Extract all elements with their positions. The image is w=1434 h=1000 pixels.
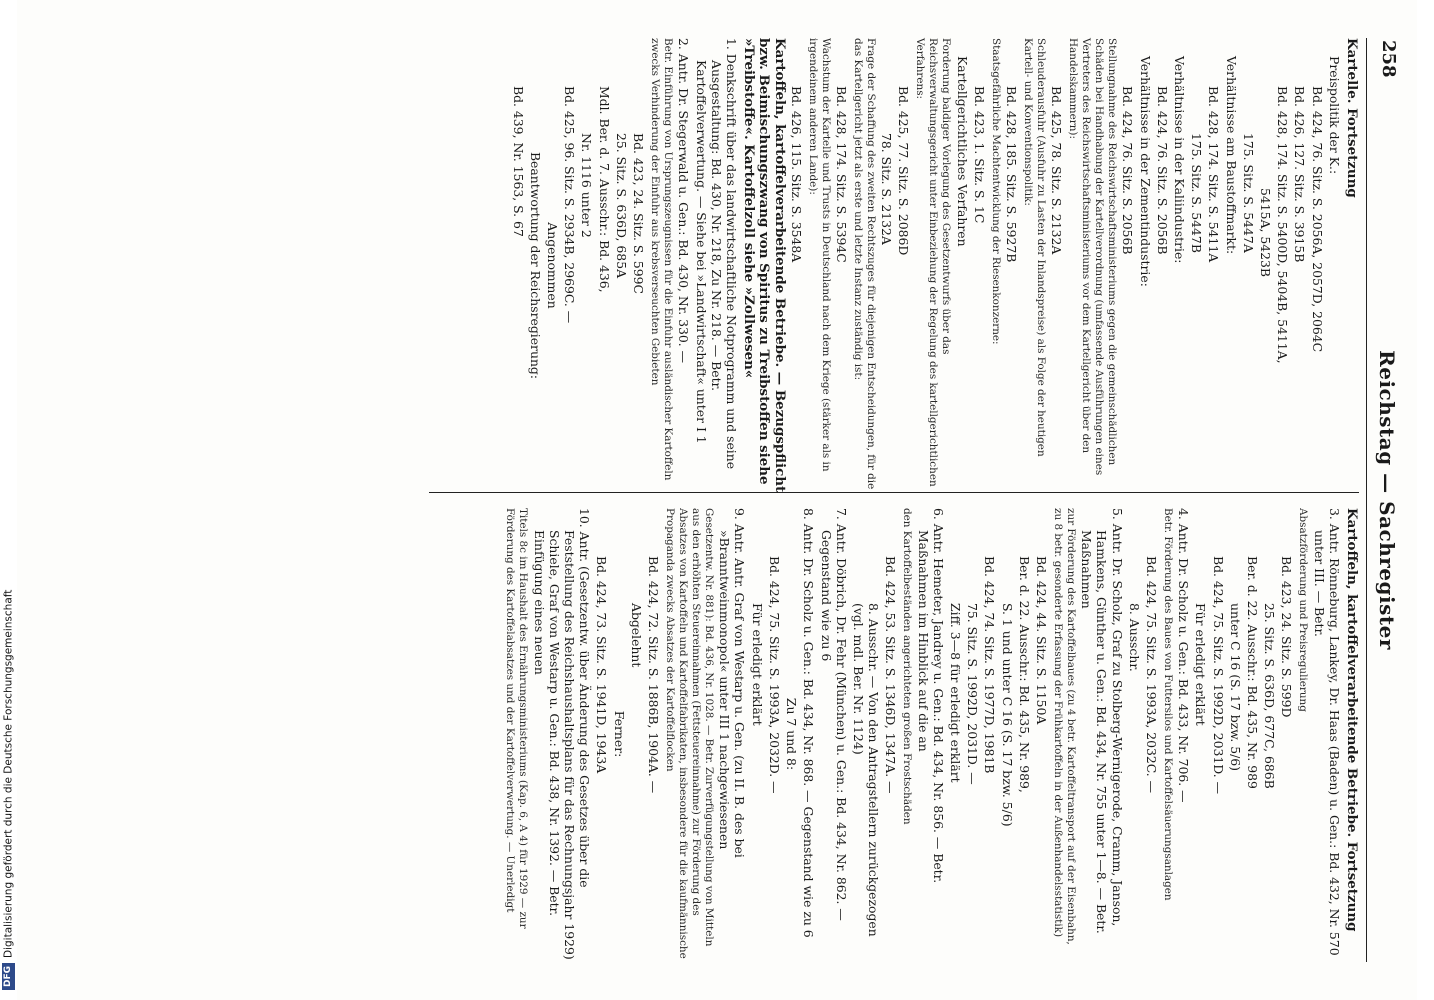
index-entry: 8. Ausschr. <box>1126 603 1142 672</box>
running-head: Reichstag — Sachregister <box>1375 350 1399 650</box>
index-entry: Bd. 424, 75. Sitz. S. 1992D, 2031D. — <box>1210 556 1226 795</box>
index-entry: Bd. 428, 174. Sitz. S. 5400D, 5404B, 5411A, <box>1275 86 1291 364</box>
index-entry: 175. Sitz. S. 5447A <box>1240 133 1256 253</box>
index-entry: Nr. 1116 unter 2 <box>579 133 595 238</box>
dfg-logo: DFG <box>2 963 15 990</box>
index-entry: zur Förderung des Kartoffelbaues (zu 4 betr. Kartoffeltransport auf der Eisenbahn, zu 8 betr. gesonderte Erfassung der Frühkartoffeln in der Außenhandelsstatistik) <box>1051 508 1077 949</box>
index-entry: 3. Antr. Rönneburg, Lankey, Dr. Haas (Baden) u. Gen.: Bd. 432, Nr. 570 unter III. — Betr. <box>1311 508 1342 960</box>
index-entry: Mdl. Ber. d. 7. Ausschr.: Bd. 436, <box>596 86 612 293</box>
index-heading: Kartoffeln, kartoffelverarbeitende Betriebe. — Bezugspflicht bzw. Beimischungszwang von Spiritus zu Treibstoffen siehe »Treibstoffe«. Kartoffelzoll siehe »Zollwesen« <box>741 38 788 497</box>
index-entry: Betr. Förderung des Baues von Futtersilos und Kartoffelsäuerungsanlagen <box>1161 508 1174 901</box>
index-entry: Ziff. 3—8 für erledigt erklärt <box>947 603 963 783</box>
right-column <box>501 508 1360 964</box>
index-entry: Bd. 424, 76. Sitz. S. 2056B <box>1154 86 1170 255</box>
index-entry: Bd. 424, 76. Sitz. S. 2056B <box>1120 86 1136 255</box>
index-entry: Kartellgerichtliches Verfahren <box>954 56 970 247</box>
index-entry: Betr. Einführung von Ursprungszeugnissen für die Einfuhr ausländischer Kartoffeln zwecks Verhinderung der Einfuhr aus krebsverseuchten Gebieten <box>649 38 675 484</box>
footer-credit-text: Digitalisierung gefördert durch die Deutsche Forschungsgemeinschaft <box>2 589 15 958</box>
index-entry: 75. Sitz. S. 1992D, 2031D. — <box>965 603 981 785</box>
index-entry: Schleuderausfuhr (Ausfuhr zu Lasten der Inlandspreise) als Folge der heutigen Kartell- und Konventionspolitik: <box>1021 38 1047 460</box>
column-divider <box>429 492 1359 493</box>
page-number: 258 <box>1378 40 1399 78</box>
index-entry: Forderung baldiger Vorlegung des Gesetzentwurfs über das Reichsverwaltungsgericht unter Einbeziehung der Regelung des kartellgerichtlichen Verfahrens: <box>914 38 953 490</box>
index-entry: 9. Antr. Antr. Graf von Westarp u. Gen. (zu II. B. des bei »Branntweinmonopol« unter III 1 nachgewiesenen <box>717 508 748 862</box>
index-entry: 25. Sitz. S. 636D, 677C, 686B <box>1262 603 1278 789</box>
index-entry: Bd. 424, 72. Sitz. S. 1886B, 1904A. — <box>646 556 662 794</box>
index-entry: Angenommen <box>545 222 561 309</box>
index-entry: Stellungnahme des Reichswirtschaftsministeriums gegen die gemeinschädlichen Schäden bei Handhabung der Kartellverordnung (umfassende Ausführungen eines Vertreters des Reichswirtschaftsministeriums vor dem Kartellgericht über den Handelskammern): <box>1067 38 1119 479</box>
index-entry: Absatzförderung und Preisregulierung <box>1297 508 1310 712</box>
index-entry: Bd. 424, 76. Sitz. S. 2056A, 2057D, 2064C <box>1309 86 1325 353</box>
index-entry: Bd. 424, 75. Sitz. S. 1993A, 2032C. — <box>1143 556 1159 794</box>
index-entry: 5. Antr. Dr. Scholz, Graf zu Stolberg-Wernigerode, Cramm, Janson, Hamkens, Günther u. Gen.: Bd. 434, Nr. 755 unter 1—8. — Betr. Maßnahmen <box>1079 508 1125 938</box>
index-entry: Beantwortung der Reichsregierung: <box>527 151 543 380</box>
scanned-page <box>17 0 1417 1000</box>
index-entry: Für erledigt erklärt <box>749 603 765 726</box>
index-entry: 4. Antr. Dr. Scholz u. Gen.: Bd. 433, Nr. 706. — <box>1176 508 1192 803</box>
index-entry: Preispolitik der K.: <box>1326 56 1342 175</box>
index-entry: 78. Sitz. S. 2132A <box>879 133 895 245</box>
index-entry: den Kartoffelbeständen angerichteten großen Frostschäden <box>901 508 914 825</box>
index-entry: Verhältnisse in der Zementindustrie: <box>1137 56 1153 287</box>
page-header <box>1371 40 1399 960</box>
index-entry: 175. Sitz. S. 5447B <box>1189 133 1205 253</box>
index-entry: Bd. 424, 75. Sitz. S. 1993A, 2032D. — <box>766 556 782 794</box>
index-entry: Bd. 424, 74. Sitz. S. 1977D, 1981B <box>982 556 998 774</box>
index-entry: 6. Antr. Hemeter, Jandrey u. Gen.: Bd. 434, Nr. 856. — Betr. Maßnahmen im Hinblick auf die an <box>915 508 946 888</box>
index-entry: Bd. 428, 174. Sitz. S. 5411A <box>1206 86 1222 263</box>
index-entry: Bd. 423, 24. Sitz. S. 599D <box>1279 556 1295 718</box>
index-entry: Für erledigt erklärt <box>1193 603 1209 726</box>
index-entry: Verhältnisse am Baustoffmarkt: <box>1223 56 1239 255</box>
index-entry: 1. Denkschrift über das landwirtschaftliche Notprogramm und seine Ausgestaltung: Bd. 430, Nr. 218, Zu Nr. 218. — Betr. Kartoffelverwertung. — Siehe bei »Landwirtschaft« unter I 1 <box>693 38 739 474</box>
index-entry: 8. Ausschr. — Von den Antragstellern zurückgezogen (vgl. mdl. Ber. Nr. 1124) <box>850 603 882 941</box>
index-entry: Ber. d. 22. Ausschr.: Bd. 435, Nr. 989, <box>1016 556 1032 793</box>
index-entry: Verhältnisse in der Kaliindustrie: <box>1171 56 1187 264</box>
index-heading: Kartelle. Fortsetzung <box>1344 38 1360 198</box>
index-entry: Staatsgefährliche Machtentwicklung der Riesenkonzerne: <box>989 38 1002 345</box>
index-entry: 10. Antr. (Gesetzentw. über Änderung des Gesetzes über die Feststellung des Reichshaushaltsplans für das Rechnungsjahr 1929) Schiele, Graf von Westarp u. Gen.: Bd. 438, Nr. 1392. — Betr. Einfügung eines neuen <box>531 508 593 964</box>
index-entry: 7. Antr. Döbrich, Dr. Fehr (München) u. Gen.: Bd. 434, Nr. 862. — Gegenstand wie zu 6 <box>818 508 849 925</box>
index-entry: Ferner: <box>611 710 627 758</box>
index-entry: Bd. 424, 53. Sitz. S. 1346D, 1347A. — <box>883 556 899 794</box>
index-entry: Bd. 423, 24. Sitz. S. 599C <box>631 133 647 294</box>
index-entry: Bd. 428, 174. Sitz. S. 5394C <box>833 86 849 263</box>
index-entry: Titels 8c im Haushalt des Ernährungsministeriums (Kap. 6, A 4) für 1929 — zur Förderung des Kartoffelabsatzes und der Kartoffelverwertung. — Unerledigt <box>504 508 530 932</box>
index-entry: 2. Antr. Dr. Stegerwald u. Gen.: Bd. 430, Nr. 330. — <box>676 38 692 364</box>
index-entry: 8. Antr. Dr. Scholz u. Gen.: Bd. 434, Nr. 868. — Gegenstand wie zu 6 <box>801 508 817 938</box>
index-entry: Bd. 425, 96. Sitz. S. 2934B, 2969C. — <box>562 86 578 324</box>
index-entry: Gesetzentw. Nr. 881): Bd. 436, Nr. 1028. — Betr. Zurverfügungstellung von Mitteln aus den erhöhten Steuereinnahmen (Fettsteuereinnahme) zur Förderung des Absatzes von Kartoffeln und Kartoffelfabrikaten, insbesondere für die kaufmännische Propaganda zwecks Absatzes der Kartoffelflocken <box>664 508 716 963</box>
index-entry: Abgelehnt <box>628 603 644 668</box>
index-entry: Bd. 428, 185. Sitz. S. 5927B <box>1003 86 1019 263</box>
index-entry: S. 1 und unter C 16 (S. 17 bzw. 5/6) <box>999 603 1015 827</box>
index-entry: Bd. 426, 115. Sitz. S. 3548A <box>788 86 804 263</box>
footer-strip <box>0 0 18 1000</box>
index-heading: Kartoffeln, kartoffelverarbeitende Betriebe. Fortsetzung <box>1344 508 1360 932</box>
index-entry: unter C 16 (S. 17 bzw. 5/6) <box>1227 603 1243 771</box>
index-entry: Bd. 425, 78. Sitz. S. 2132A <box>1049 86 1065 255</box>
index-entry: 5415A, 5423B <box>1257 188 1273 277</box>
index-entry: Ber. d. 22. Ausschr.: Bd. 435, Nr. 989 <box>1244 556 1260 789</box>
index-entry: Bd. 425, 77. Sitz. S. 2086D <box>896 86 912 256</box>
left-column <box>508 38 1360 497</box>
index-entry: Wachstum der Kartelle und Trusts in Deutschland nach dem Kriege (stärker als in irgendeinem anderen Lande): <box>806 38 832 475</box>
index-entry: Bd. 424, 73. Sitz. S. 1941D, 1943A <box>594 556 610 774</box>
index-entry: Bd. 426, 127. Sitz. S. 3915B <box>1292 86 1308 263</box>
index-entry: Bd. 439, Nr. 1563, S. 67 <box>510 86 526 237</box>
index-entry: Bd. 423, 1. Sitz. S. 1C <box>971 86 987 224</box>
index-entry: Zu 7 und 8: <box>784 697 800 771</box>
index-entry: Frage der Schaffung des zweiten Rechtszuges für diejenigen Entscheidungen, für die das Kartellgericht jetzt als erste und letzte Instanz zuständig ist: <box>851 38 877 493</box>
header-rule <box>1366 38 1367 962</box>
footer-credit <box>2 590 15 990</box>
index-entry: Bd. 424, 44. Sitz. S. 1150A <box>1033 556 1049 725</box>
index-entry: 25. Sitz. S. 636D, 685A <box>613 133 629 279</box>
